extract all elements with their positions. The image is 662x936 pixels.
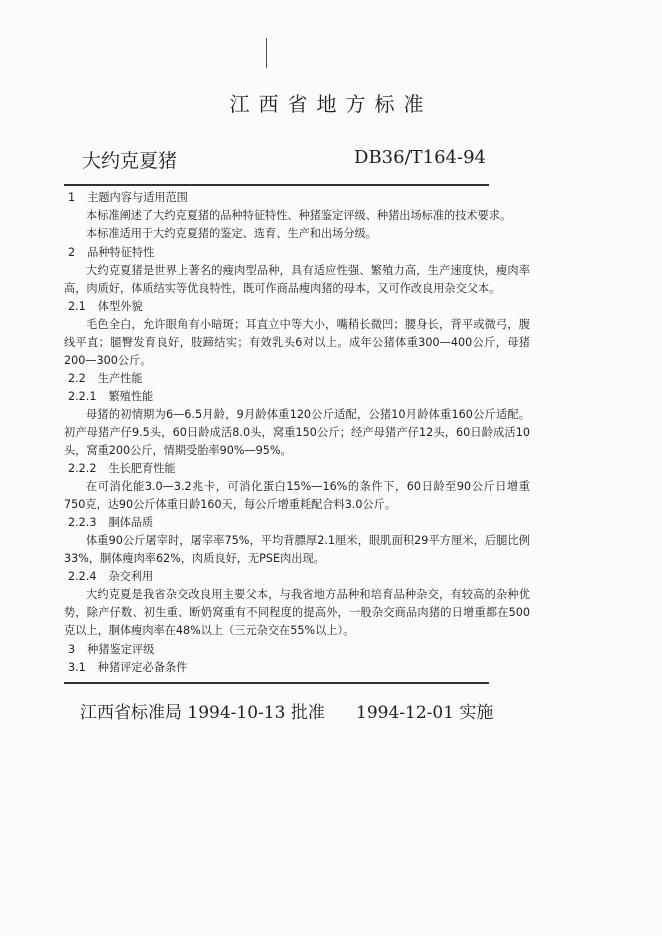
section-number: 2.2.4 <box>68 570 97 583</box>
paragraph: 毛色全白，允许眼角有小暗斑；耳直立中等大小，嘴稍长微凹；腰身长，背平或微弓，腹线平直；腿臀发育良好，肢蹄结实；有效乳头6对以上。成年公猪体重300—400公斤，母猪200—300公斤。 <box>64 318 530 367</box>
section-heading-text: 杂交利用 <box>108 570 154 583</box>
section-heading-text: 生产性能 <box>97 372 143 385</box>
section-heading-text: 体型外貌 <box>97 300 143 313</box>
section-heading-text: 主题内容与适用范围 <box>87 191 188 204</box>
paragraph: 本标准适用于大约克夏猪的鉴定、选育、生产和出场分级。 <box>86 227 377 240</box>
section-number: 2.2.2 <box>68 462 97 475</box>
section-number: 2.2.3 <box>68 516 97 529</box>
section-number: 1 <box>68 191 76 204</box>
section-heading-text: 种猪鉴定评级 <box>87 643 155 656</box>
standard-name: 大约克夏猪 <box>82 150 178 172</box>
header-rule <box>64 184 489 186</box>
paragraph: 在可消化能3.0—3.2兆卡，可消化蛋白15%—16%的条件下，60日龄至90公斤日增重750克，达90公斤体重日龄160天，每公斤增重耗配合料3.0公斤。 <box>64 480 530 511</box>
document-body <box>64 188 530 677</box>
section-heading <box>64 189 530 207</box>
footer-rule <box>64 682 489 684</box>
section-heading <box>64 568 530 586</box>
section-number: 2.2 <box>68 372 86 385</box>
section-heading-text: 生长肥育性能 <box>108 462 176 475</box>
section-heading-text: 繁殖性能 <box>108 390 154 403</box>
section-number: 2.1 <box>68 300 86 313</box>
section-number: 2.2.1 <box>68 390 97 403</box>
paragraph: 大约克夏猪是世界上著名的瘦肉型品种，具有适应性强、繁殖力高，生产速度快，瘦肉率高，肉质好，体质结实等优良特性，既可作商品瘦肉猪的母本，又可作改良用杂交父本。 <box>64 264 530 295</box>
paragraph: 本标准阐述了大约克夏猪的品种特征特性、种猪鉴定评级、种猪出场标准的技术要求。 <box>86 209 512 222</box>
paragraph: 大约克夏是我省杂交改良用主要父本，与我省地方品种和培育品种杂交，有较高的杂种优势，除产仔数、初生重、断奶窝重有不同程度的提高外，一般杂交商品肉猪的日增重都在500克以上，胴体瘦肉率在48%以上（三元杂交在55%以上）。 <box>64 588 530 637</box>
section-heading <box>64 370 530 388</box>
approval-date: 江西省标准局 1994-10-13 批准 <box>80 703 325 723</box>
section-heading <box>64 244 530 262</box>
section-number: 3.1 <box>68 661 86 674</box>
section-heading <box>64 388 530 406</box>
paragraph: 母猪的初情期为6—6.5月龄，9月龄体重120公斤适配，公猪10月龄体重160公斤适配。初产母猪产仔9.5头，60日龄成活8.0头，窝重150公斤；经产母猪产仔12头，60日龄成活10头，窝重200公斤，情期受胎率90%—95%。 <box>64 408 530 457</box>
section-heading <box>64 641 530 659</box>
standard-code: DB36/T164-94 <box>354 147 486 168</box>
section-number: 2 <box>68 246 76 259</box>
section-heading <box>64 514 530 532</box>
section-number: 3 <box>68 643 76 656</box>
binding-mark <box>266 38 267 68</box>
section-heading-text: 种猪评定必备条件 <box>97 661 188 674</box>
paragraph: 体重90公斤屠宰时，屠宰率75%，平均背膘厚2.1厘米，眼肌面积29平方厘米，后腿比例33%，胴体瘦肉率62%，肉质良好，无PSE肉出现。 <box>64 534 530 565</box>
section-heading <box>64 659 530 677</box>
document-title: 江西省地方标准 <box>229 92 433 116</box>
section-heading <box>64 460 530 478</box>
section-heading-text: 胴体品质 <box>108 516 154 529</box>
section-heading <box>64 298 530 316</box>
effective-date: 1994-12-01 实施 <box>356 703 494 723</box>
section-heading-text: 品种特征特性 <box>87 246 155 259</box>
